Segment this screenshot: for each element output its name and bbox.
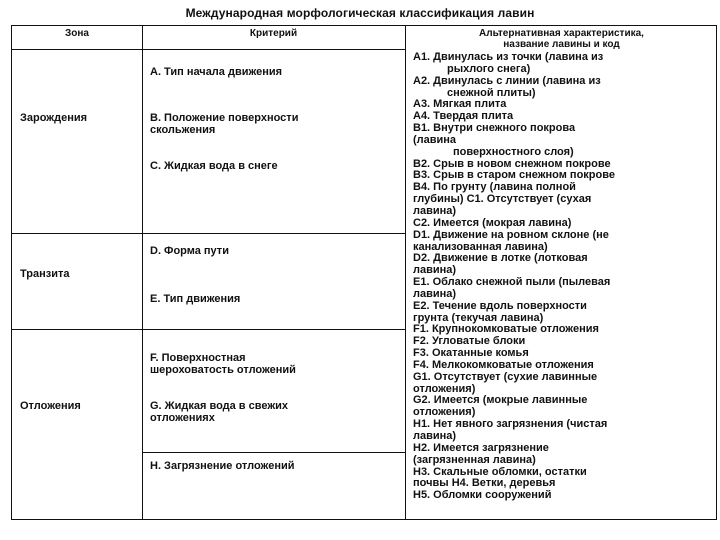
alternative-line: A4. Твердая плита — [413, 111, 514, 123]
alternative-line: F2. Угловатые блоки — [413, 336, 526, 348]
alternative-line: лавина) — [413, 205, 457, 217]
alternative-line: (лавина — [413, 134, 457, 146]
alternative-line: F4. Мелкокомковатые отложения — [413, 359, 594, 371]
alternative-line: (загрязненная лавина) — [413, 454, 536, 466]
alternative-line: отложения) — [413, 383, 476, 395]
alternative-line: H1. Нет явного загрязнения (чистая — [413, 419, 608, 431]
criterion-line: F. Поверхностная — [150, 352, 246, 364]
criterion-d — [150, 245, 229, 257]
criterion-line: E. Тип движения — [150, 293, 241, 305]
criterion-line: H. Загрязнение отложений — [150, 460, 295, 472]
alternative-line: G2. Имеется (мокрые лавинные — [413, 395, 588, 407]
header-criterion: Критерий — [249, 28, 298, 39]
alternative-line: канализованная лавина) — [413, 241, 548, 253]
alternative-line: F1. Крупнокомковатые отложения — [413, 324, 599, 336]
alternative-line: лавина) — [413, 288, 457, 300]
alternative-line: почвы H4. Ветки, деревья — [413, 478, 556, 490]
alternative-line: грунта (текучая лавина) — [413, 312, 544, 324]
alternative-line: D1. Движение на ровном склоне (не — [413, 229, 609, 241]
criterion-line: D. Форма пути — [150, 245, 229, 257]
header-alternative-line: Альтернативная характеристика, — [479, 28, 644, 39]
alternative-line: H2. Имеется загрязнение — [413, 442, 549, 454]
criterion-line: C. Жидкая вода в снеге — [150, 160, 278, 172]
criterion-h — [150, 460, 295, 472]
page-title: Международная морфологическая классификация лавин — [185, 6, 535, 20]
criterion-a — [150, 66, 282, 78]
classification-table — [11, 25, 717, 520]
header-alternative-line: название лавины и код — [503, 39, 620, 50]
zone-transit: Транзита — [20, 268, 70, 280]
zone-divider — [12, 233, 405, 234]
alternative-line: D2. Движение в лотке (лотковая — [413, 253, 588, 265]
criterion-g — [150, 400, 288, 424]
alternative-line: H5. Обломки сооружений — [413, 490, 552, 502]
zone-divider — [12, 329, 405, 330]
alternative-line: B3. Срыв в старом снежном покрове — [413, 170, 615, 182]
alternative-line: B1. Внутри снежного покрова — [413, 123, 576, 135]
zone-initiation: Зарождения — [20, 112, 88, 124]
criterion-line: скольжения — [150, 124, 216, 136]
alternative-line: G1. Отсутствует (сухие лавинные — [413, 371, 598, 383]
criterion-line: отложениях — [150, 412, 215, 424]
alternative-line: отложения) — [413, 407, 476, 419]
alternative-line: A3. Мягкая плита — [413, 99, 507, 111]
criterion-e — [150, 293, 240, 305]
criterion-line: шероховатость отложений — [150, 364, 296, 376]
criterion-line: B. Положение поверхности — [150, 112, 299, 124]
alternative-line: A1. Двинулась из точки (лавина из — [413, 52, 604, 63]
header-alternative — [407, 28, 716, 50]
criterion-b — [150, 112, 298, 136]
header-divider — [12, 49, 405, 50]
alternatives-list — [413, 52, 713, 502]
alternative-line: рыхлого снега) — [447, 63, 531, 75]
alternative-line: глубины) C1. Отсутствует (сухая — [413, 194, 592, 206]
column-divider — [142, 26, 143, 519]
alternative-line: E1. Облако снежной пыли (пылевая — [413, 277, 611, 289]
header-zone: Зона — [65, 28, 89, 39]
alternative-line: B2. Срыв в новом снежном покрове — [413, 158, 611, 170]
criterion-line: G. Жидкая вода в свежих — [150, 400, 289, 412]
criterion-c — [150, 160, 278, 172]
alternative-line: C2. Имеется (мокрая лавина) — [413, 217, 572, 229]
alternative-line: B4. По грунту (лавина полной — [413, 182, 576, 194]
alternative-line: лавина) — [413, 265, 457, 277]
criterion-f — [150, 352, 296, 376]
alternative-line: E2. Течение вдоль поверхности — [413, 300, 587, 312]
alternative-line: H3. Скальные обломки, остатки — [413, 466, 587, 478]
column-divider — [405, 26, 406, 519]
criterion-line: A. Тип начала движения — [150, 66, 283, 78]
alternative-line: снежной плиты) — [447, 87, 536, 99]
alternative-line: поверхностного слоя) — [453, 146, 574, 158]
criterion-divider — [142, 452, 405, 453]
zone-deposition: Отложения — [20, 400, 81, 412]
alternative-line: A2. Двинулась с линии (лавина из — [413, 75, 601, 87]
alternative-line: F3. Окатанные комья — [413, 348, 529, 360]
alternative-line: лавина) — [413, 431, 457, 442]
